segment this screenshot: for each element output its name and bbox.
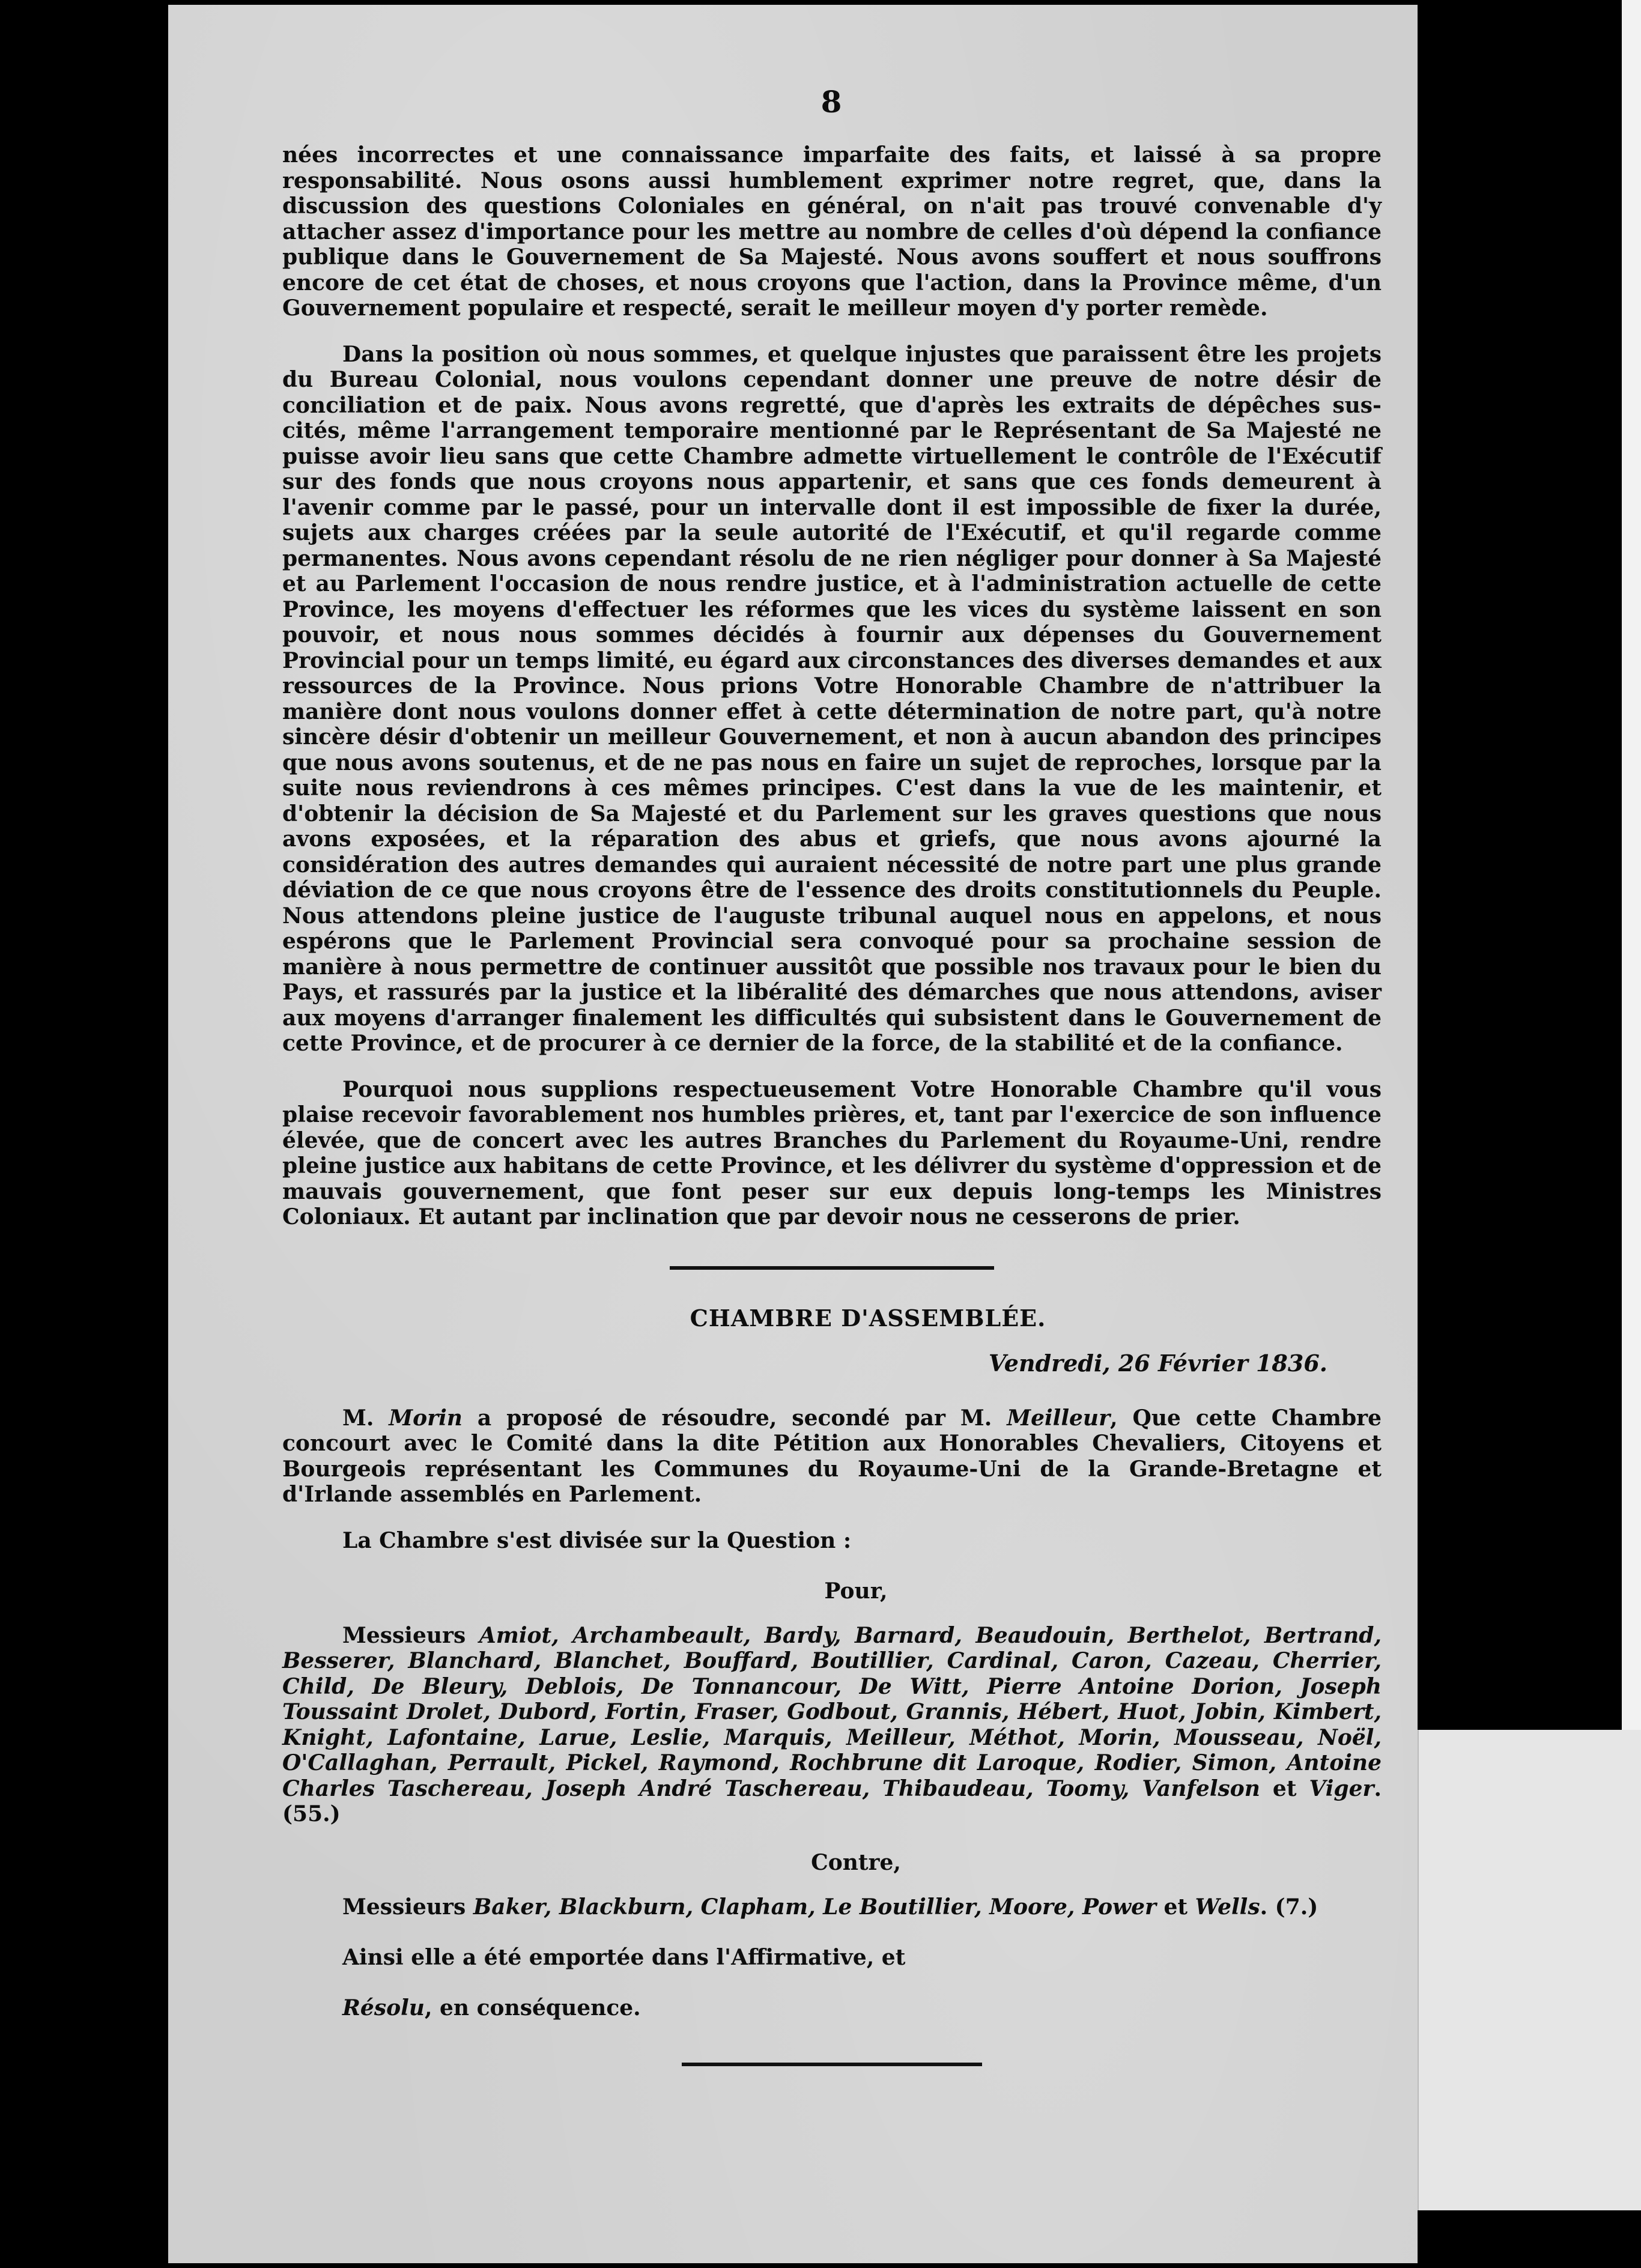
closing-divider (682, 2063, 982, 2066)
pour-prefix: Messieurs (342, 1622, 479, 1648)
contre-prefix: Messieurs (342, 1894, 473, 1920)
scan-left-border (0, 0, 144, 2268)
motion-mover: Morin (389, 1405, 463, 1431)
affirmative-line: Ainsi elle a été emportée dans l'Affirmative, et (342, 1944, 906, 1970)
pour-join: et (1260, 1775, 1309, 1801)
pour-last-name: Viger (1309, 1775, 1374, 1801)
pour-names: Amiot, Archambeault, Bardy, Barnard, Beaudouin, Berthelot, Bertrand, Besserer, Blanchard, Blanchet, Bouffard, Boutillier, Cardinal, Caron, Cazeau, Cherrier, Child, De Bleury, Deblois, De Tonnancour, De Witt, Pierre Antoine Dorion, Joseph Toussaint Drolet, Dubord, Fortin, Fraser, Godbout, Grannis, Hébert, Huot, Jobin, Kimbert, Knight, Lafontaine, Larue, Leslie, Marquis, Meilleur, Méthot, Morin, Mousseau, Noël, O'Callaghan, Perrault, Pickel, Raymond, Rochbrune dit Laroque, Rodier, Simon, Antoine Charles Taschereau, Joseph André Taschereau, Thibaudeau, Toomy, Vanfelson (282, 1622, 1382, 1801)
pour-names-list (282, 1623, 1382, 1827)
page-content (282, 84, 1382, 2066)
motion-seconder: Meilleur (1007, 1405, 1111, 1431)
pour-label: Pour, (824, 1578, 888, 1604)
scan-right-edge (1622, 0, 1641, 1730)
paragraph-1: nées incorrectes et une connaissance imparfaite des faits, et laissé à sa propre responsabilité. Nous osons aussi humblement exprimer notre regret, que, dans la discussion des questions Coloniales en général, on n'ait pas trouvé convenable d'y attacher assez d'importance pour les mettre au nombre de celles d'où dépend la confiance publique dans le Gouvernement de Sa Majesté. Nous avons souffert et nous souffrons encore de cet état de choses, et nous croyons que l'action, dans la Province même, d'un Gouvernement populaire et respecté, serait le meilleur moyen d'y porter remède. (282, 142, 1382, 321)
contre-names-list (342, 1894, 1382, 1920)
motion-rest: , Que cette Chambre concourt avec le Comité dans la dite Pétition aux Honorables Chevaliers, Citoyens et Bourgeois représentant les Communes du Royaume-Uni de la Grande-Bretagne et d'Irlande assemblés en Parlement. (282, 1405, 1382, 1507)
session-date-text: Vendredi, 26 Février 1836. (988, 1349, 1327, 1377)
contre-label: Contre, (811, 1849, 901, 1875)
paragraph-3: Pourquoi nous supplions respectueusement Votre Honorable Chambre qu'il vous plaise recevoir favorablement nos humbles prières, et, tant par l'exercice de son influence élevée, que de concert avec les autres Branches du Parlement du Royaume-Uni, rendre pleine justice aux habitans de cette Province, et les délivrer du système d'oppression et de mauvais gouvernement, que font peser sur eux depuis long-temps les Ministres Coloniaux. Et autant par inclination que par devoir nous ne cesserons de prier. (282, 1076, 1382, 1230)
contre-count: . (7.) (1260, 1894, 1318, 1920)
contre-join: et (1156, 1894, 1195, 1920)
chamber-heading: CHAMBRE D'ASSEMBLÉE. (690, 1304, 1046, 1332)
resolved-line (342, 1995, 1382, 2021)
section-divider (670, 1266, 994, 1270)
motion-middle: a proposé de résoudre, secondé par M. (462, 1405, 1007, 1431)
motion-paragraph (282, 1405, 1382, 1508)
contre-names: Baker, Blackburn, Clapham, Le Boutillier, Moore, Power (473, 1894, 1156, 1920)
resolved-rest: , en conséquence. (424, 1995, 641, 2021)
contre-last-name: Wells (1195, 1894, 1260, 1920)
page-number: 8 (821, 84, 843, 120)
resolved-word: Résolu (342, 1995, 425, 2021)
division-line: La Chambre s'est divisée sur la Question : (342, 1527, 852, 1553)
pour-count: . (55.) (282, 1775, 1382, 1827)
paper-slip (1418, 1730, 1641, 2210)
motion-prefix: M. (342, 1405, 389, 1431)
session-date (282, 1350, 1327, 1377)
paragraph-2: Dans la position où nous sommes, et quelque injustes que paraissent être les projets du Bureau Colonial, nous voulons cependant donner une preuve de notre désir de conciliation et de paix. Nous avons regretté, que d'après les extraits de dépêches sus-cités, même l'arrangement temporaire mentionné par le Représentant de Sa Majesté ne puisse avoir lieu sans que cette Chambre admette virtuellement le contrôle de l'Exécutif sur des fonds que nous croyons nous appartenir, et sans que ces fonds demeurent à l'avenir comme par le passé, pour un intervalle dont il est impossible de fixer la durée, sujets aux charges créées par la seule autorité de l'Exécutif, et qu'il regarde comme permanentes. Nous avons cependant résolu de ne rien négliger pour donner à Sa Majesté et au Parlement l'occasion de nous rendre justice, et à l'administration actuelle de cette Province, les moyens d'effectuer les réformes que les vices du système laissent en son pouvoir, et nous nous sommes décidés à fournir aux dépenses du Gouvernement Provincial pour un temps limité, eu égard aux circonstances des diverses demandes et aux ressources de la Province. Nous prions Votre Honorable Chambre de n'attribuer la manière dont nous voulons donner effet à cette détermination de notre part, qu'à notre sincère désir d'obtenir un meilleur Gouvernement, et non à aucun abandon des principes que nous avons soutenus, et de ne pas nous en faire un sujet de reproches, lorsque par la suite nous reviendrons à ces mêmes principes. C'est dans la vue de les maintenir, et d'obtenir la décision de Sa Majesté et du Parlement sur les graves questions que nous avons exposées, et la réparation des abus et griefs, que nous avons ajourné la considération des autres demandes qui auraient nécessité de notre part une plus grande déviation de ce que nous croyons être de l'essence des droits constitutionnels du Peuple. Nous attendons pleine justice de l'auguste tribunal auquel nous en appelons, et nous espérons que le Parlement Provincial sera convoqué pour sa prochaine session de manière à nous permettre de continuer aussitôt que possible nos travaux pour le bien du Pays, et rassurés par la justice et la libéralité des démarches que nous attendons, aviser aux moyens d'arranger finalement les difficultés qui subsistent dans le Gouvernement de cette Province, et de procurer à ce dernier de la force, de la stabilité et de la confiance. (282, 341, 1382, 1056)
